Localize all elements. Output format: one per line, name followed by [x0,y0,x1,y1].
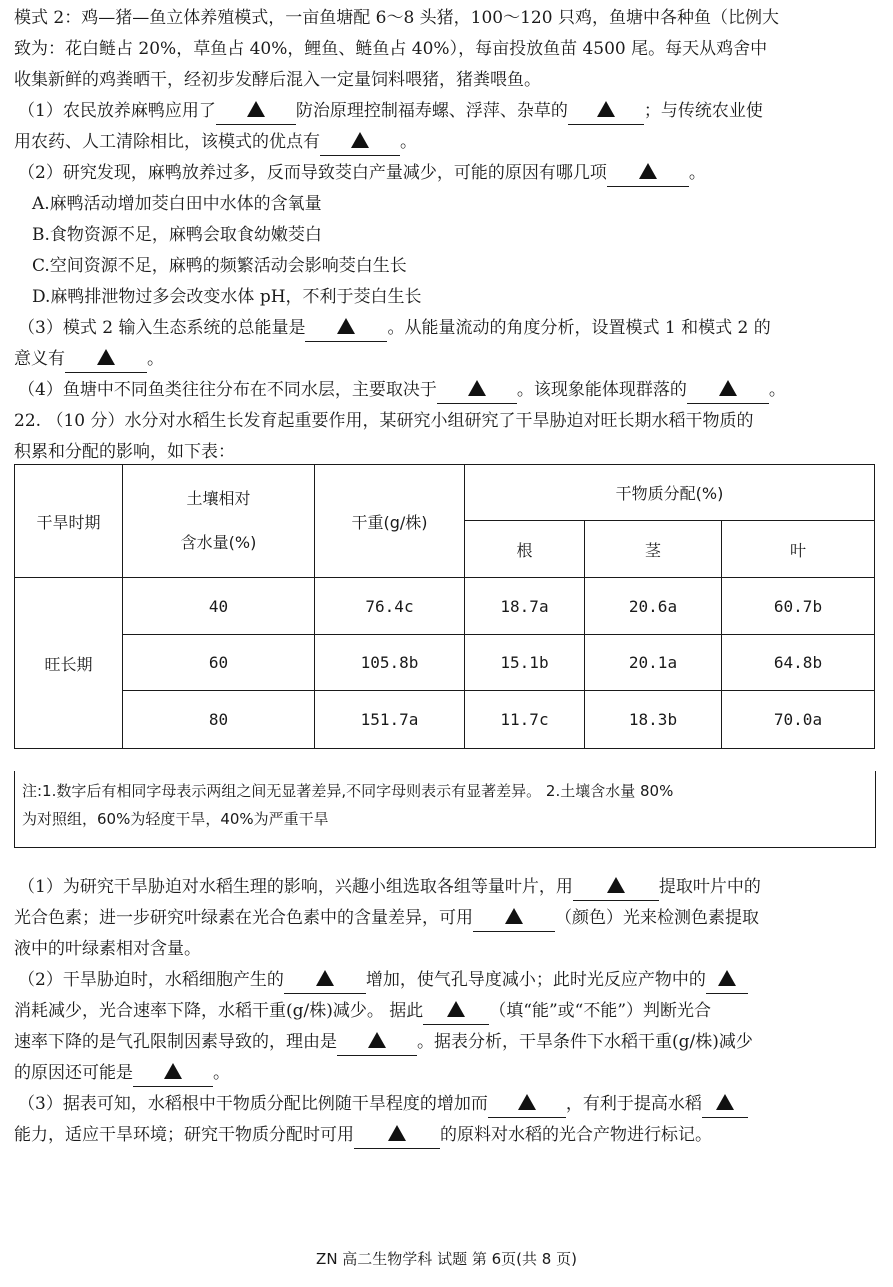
triangle-icon [639,163,657,179]
triangle-icon [97,349,115,365]
q1-line: 用农药、人工清除相比，该模式的优点有 。 [14,127,874,158]
triangle-icon [447,1001,465,1017]
table-row [15,578,875,635]
stem-cell: 18.3b [585,691,722,749]
option-c: C.空间资源不足，麻鸭的频繁活动会影响茭白生长 [32,256,407,276]
triangle-icon [368,1032,386,1048]
triangle-icon [718,970,736,986]
answer-blank[interactable] [473,907,555,932]
leaf-cell: 70.0a [722,691,875,749]
weight-cell: 105.8b [315,635,465,691]
q22-line: 22. （10 分）水分对水稻生长发育起重要作用，某研究小组研究了干旱胁迫对旺长期水稻干物质的 [14,411,754,431]
q3-line: （3）模式 2 输入生态系统的总能量是 。从能量流动的角度分析，设置模式 1 和模式 2 的 [14,313,874,344]
answer-blank[interactable] [488,1093,566,1118]
answer-blank[interactable] [65,348,147,373]
triangle-icon [388,1125,406,1141]
answer-blank[interactable] [133,1062,213,1087]
answer-blank[interactable] [354,1124,440,1149]
question-block-drought [14,872,874,1151]
header-weight: 干重(g/株) [315,465,465,578]
mode2-line: 收集新鲜的鸡粪晒干，经初步发酵后混入一定量饲料喂猪，猪粪喂鱼。 [14,70,541,90]
option-d: D.麻鸭排泄物过多会改变水体 pH，不利于茭白生长 [32,287,422,307]
triangle-icon [337,318,355,334]
root-cell: 18.7a [465,578,585,635]
b1-line: 液中的叶绿素相对含量。 [14,939,201,959]
answer-blank[interactable] [320,131,400,156]
answer-blank[interactable] [216,100,296,125]
answer-blank[interactable] [568,100,644,125]
leaf-cell: 60.7b [722,578,875,635]
weight-cell: 151.7a [315,691,465,749]
mode2-line: 致为：花白鲢占 20%，草鱼占 40%，鲤鱼、鲢鱼占 40%），每亩投放鱼苗 4500 尾。每天从鸡舍中 [14,39,768,59]
q4-line: （4）鱼塘中不同鱼类往往分布在不同水层，主要取决于 。该现象能体现群落的 。 [14,375,874,406]
b3-line: （3）据表可知，水稻根中干物质分配比例随干旱程度的增加而 ，有利于提高水稻 [14,1089,874,1120]
answer-blank[interactable] [573,876,659,901]
triangle-icon [518,1094,536,1110]
b2-line: 的原因还可能是 。 [14,1058,874,1089]
header-leaf: 叶 [722,521,875,578]
q1-line: （1）农民放养麻鸭应用了 防治原理控制福寿螺、浮萍、杂草的 ；与传统农业使 [14,96,874,127]
triangle-icon [247,101,265,117]
mode2-line: 模式 2：鸡—猪—鱼立体养殖模式，一亩鱼塘配 6～8 头猪，100～120 只鸡，鱼塘中各种鱼（比例大 [14,8,779,28]
weight-cell: 76.4c [315,578,465,635]
triangle-icon [719,380,737,396]
root-cell: 15.1b [465,635,585,691]
triangle-icon [316,970,334,986]
answer-blank[interactable] [437,379,517,404]
b3-line: 能力，适应干旱环境；研究干物质分配时可用 的原料对水稻的光合产物进行标记。 [14,1120,874,1151]
triangle-icon [505,908,523,924]
header-distribution: 干物质分配(%) [465,465,875,521]
answer-blank[interactable] [706,969,748,994]
b2-line: 消耗减少，光合速率下降，水稻干重(g/株)减少。 据此 （填“能”或“不能”）判断光合 [14,996,874,1027]
water-cell: 60 [123,635,315,691]
triangle-icon [351,132,369,148]
triangle-icon [597,101,615,117]
answer-blank[interactable] [607,162,689,187]
stem-cell: 20.6a [585,578,722,635]
leaf-cell: 64.8b [722,635,875,691]
table-row [15,691,875,749]
answer-blank[interactable] [284,969,366,994]
b2-line: （2）干旱胁迫时，水稻细胞产生的 增加，使气孔导度减小；此时光反应产物中的 [14,965,874,996]
q22-line: 积累和分配的影响，如下表： [14,442,235,462]
page-footer: ZN 高二生物学科 试题 第 6页(共 8 页) [316,1250,577,1268]
triangle-icon [716,1094,734,1110]
answer-blank[interactable] [702,1093,748,1118]
header-stem: 茎 [585,521,722,578]
question-block-ecology [14,3,874,468]
b2-line: 速率下降的是气孔限制因素导致的，理由是 。据表分析，干旱条件下水稻干重(g/株)减少 [14,1027,874,1058]
triangle-icon [164,1063,182,1079]
answer-blank[interactable] [337,1031,417,1056]
table-note: 注:1.数字后有相同字母表示两组之间无显著差异,不同字母则表示有显著差异。 2.土壤含水量 80% 为对照组，60%为轻度干旱，40%为严重干旱 [14,771,876,848]
root-cell: 11.7c [465,691,585,749]
q3-line: 意义有 。 [14,344,874,375]
period-cell: 旺长期 [15,578,123,749]
b1-line: 光合色素；进一步研究叶绿素在光合色素中的含量差异，可用 （颜色）光来检测色素提取 [14,903,874,934]
table-row [15,635,875,691]
b1-line: （1）为研究干旱胁迫对水稻生理的影响，兴趣小组选取各组等量叶片，用 提取叶片中的 [14,872,874,903]
answer-blank[interactable] [687,379,769,404]
triangle-icon [607,877,625,893]
stem-cell: 20.1a [585,635,722,691]
header-period: 干旱时期 [15,465,123,578]
option-b: B.食物资源不足，麻鸭会取食幼嫩茭白 [32,225,322,245]
water-cell: 40 [123,578,315,635]
answer-blank[interactable] [423,1000,489,1025]
q2-line: （2）研究发现，麻鸭放养过多，反而导致茭白产量减少，可能的原因有哪几项 。 [14,158,874,189]
water-cell: 80 [123,691,315,749]
triangle-icon [468,380,486,396]
header-water: 土壤相对 含水量(%) [123,465,315,578]
drought-data-table [14,464,875,749]
header-root: 根 [465,521,585,578]
answer-blank[interactable] [305,317,387,342]
option-a: A.麻鸭活动增加茭白田中水体的含氧量 [32,194,322,214]
